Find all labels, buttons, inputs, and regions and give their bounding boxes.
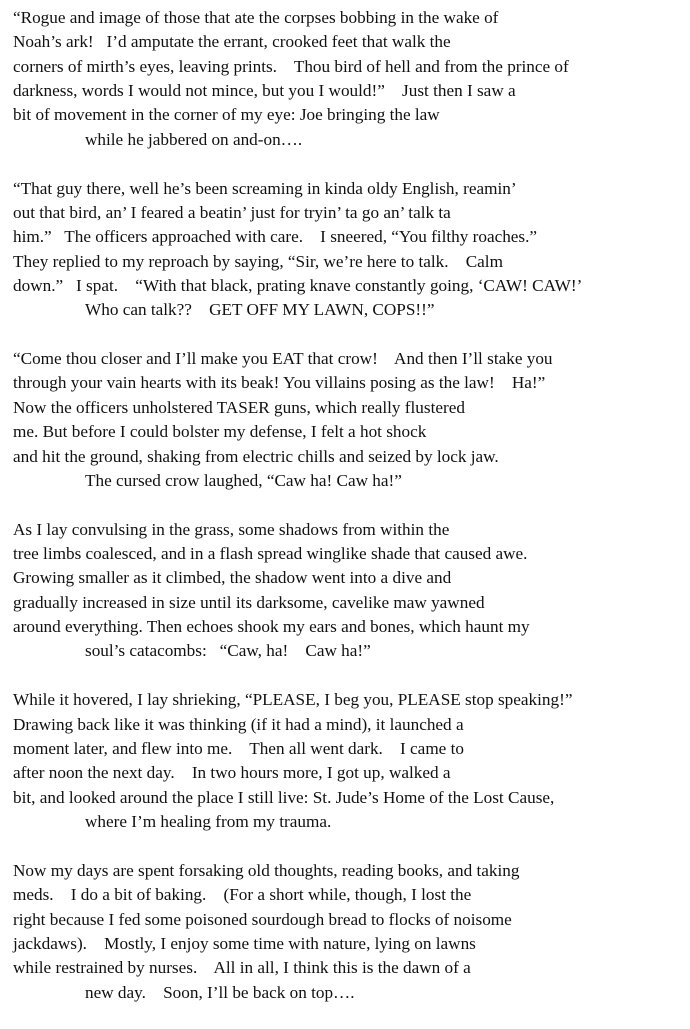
poem-line: jackdaws). Mostly, I enjoy some time with nature, lying on lawns	[13, 933, 476, 953]
poem-line: him.” The officers approached with care. I sneered, “You filthy roaches.”	[13, 227, 538, 247]
poem-line: Noah’s ark! I’d amputate the errant, crooked feet that walk the	[13, 32, 451, 52]
poem-line: Drawing back like it was thinking (if it had a mind), it launched a	[13, 714, 464, 734]
poem-line: Now the officers unholstered TASER guns, which really flustered	[13, 397, 465, 417]
poem-line: moment later, and flew into me. Then all went dark. I came to	[13, 738, 464, 758]
poem-line: “Rogue and image of those that ate the corpses bobbing in the wake of	[13, 8, 499, 27]
poem-line: and hit the ground, shaking from electric chills and seized by lock jaw.	[13, 446, 499, 466]
poem-line: bit, and looked around the place I still live: St. Jude’s Home of the Lost Cause,	[13, 787, 555, 807]
poem-line: While it hovered, I lay shrieking, “PLEASE, I beg you, PLEASE stop speaking!”	[13, 690, 573, 710]
poem-line: me. But before I could bolster my defense, I felt a hot shock	[13, 422, 427, 442]
poem-line: gradually increased in size until its darksome, cavelike maw yawned	[13, 592, 485, 612]
stanza-3	[13, 347, 683, 493]
poem-line-indented: new day. Soon, I’ll be back on top….	[85, 982, 355, 1002]
poem-line: They replied to my reproach by saying, “Sir, we’re here to talk. Calm	[13, 251, 503, 271]
poem-line: Now my days are spent forsaking old thoughts, reading books, and taking	[13, 860, 520, 880]
poem-text	[13, 6, 683, 1029]
poem-line: bit of movement in the corner of my eye: Joe bringing the law	[13, 105, 440, 125]
stanza-1	[13, 6, 683, 152]
poem-line-indented: The cursed crow laughed, “Caw ha! Caw ha!”	[85, 470, 402, 490]
stanza-5	[13, 688, 683, 834]
poem-line: after noon the next day. In two hours more, I got up, walked a	[13, 763, 451, 783]
poem-line: tree limbs coalesced, and in a flash spread winglike shade that caused awe.	[13, 544, 528, 564]
poem-line-indented: while he jabbered on and-on….	[85, 129, 303, 149]
poem-line: through your vain hearts with its beak! You villains posing as the law! Ha!”	[13, 373, 546, 393]
poem-line-indented: soul’s catacombs: “Caw, ha! Caw ha!”	[85, 641, 371, 661]
poem-line: around everything. Then echoes shook my ears and bones, which haunt my	[13, 617, 530, 637]
poem-line-indented: where I’m healing from my trauma.	[85, 811, 332, 831]
poem-line: out that bird, an’ I feared a beatin’ just for tryin’ ta go an’ talk ta	[13, 202, 451, 222]
poem-line-indented: Who can talk?? GET OFF MY LAWN, COPS!!”	[85, 300, 435, 320]
poem-line: “That guy there, well he’s been screaming in kinda oldy English, reamin’	[13, 178, 517, 198]
poem-line: down.” I spat. “With that black, prating knave constantly going, ‘CAW! CAW!’	[13, 275, 583, 295]
stanza-2	[13, 177, 683, 323]
poem-line: while restrained by nurses. All in all, I think this is the dawn of a	[13, 958, 471, 978]
poem-line: right because I fed some poisoned sourdough bread to flocks of noisome	[13, 909, 512, 929]
stanza-4	[13, 518, 683, 664]
poem-line: corners of mirth’s eyes, leaving prints. Thou bird of hell and from the prince of	[13, 56, 569, 76]
poem-line: Growing smaller as it climbed, the shadow went into a dive and	[13, 568, 452, 588]
poem-line: As I lay convulsing in the grass, some shadows from within the	[13, 519, 450, 539]
poem-line: “Come thou closer and I’ll make you EAT that crow! And then I’ll stake you	[13, 349, 553, 369]
stanza-6	[13, 859, 683, 1005]
poem-line: darkness, words I would not mince, but you I would!” Just then I saw a	[13, 81, 516, 101]
poem-line: meds. I do a bit of baking. (For a short while, though, I lost the	[13, 885, 472, 905]
